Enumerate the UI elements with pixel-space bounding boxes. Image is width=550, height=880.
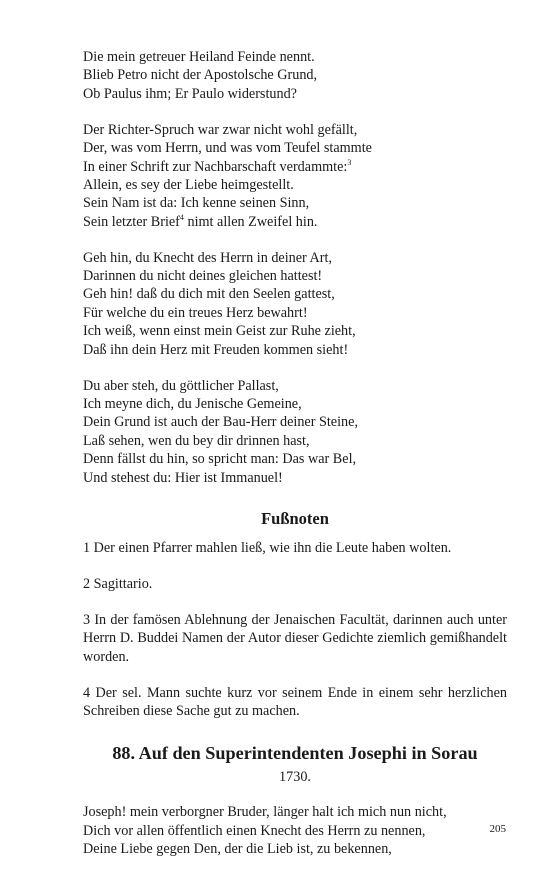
poem-line: Ich weiß, wenn einst mein Geist zur Ruhe zieht, [83,323,356,340]
poem-line [83,158,507,176]
footnotes-heading: Fußnoten [261,509,329,529]
poem-line: Du aber steh, du göttlicher Pallast, [83,377,279,394]
poem-line: Denn fällst du hin, so spricht man: Das war Bel, [83,451,357,468]
footnote-2: 2 Sagittario. [83,575,153,592]
poem-line: Blieb Petro nicht der Apostolsche Grund, [83,67,318,84]
page-number: 205 [489,823,506,835]
poem-line: Laß sehen, wen du bey dir drinnen hast, [83,432,310,449]
stanza-3 [83,249,507,359]
footnote-marker[interactable]: 3 [347,157,352,167]
poem-line: Geh hin, du Knecht des Herrn in deiner Art, [83,249,333,266]
poem-line: Sein Nam ist da: Ich kenne seinen Sinn, [83,195,310,212]
poem-line: Joseph! mein verborgner Bruder, länger halt ich mich nun nicht, [83,804,447,821]
poem-line: Daß ihn dein Herz mit Freuden kommen sieht! [83,341,349,358]
poem-line: Dein Grund ist auch der Bau-Herr deiner Steine, [83,414,358,431]
poem-line: Deine Liebe gegen Den, der die Lieb ist, zu bekennen, [83,841,392,858]
stanza-4 [83,377,507,487]
stanza-new-poem [83,803,507,858]
poem-line: Darinnen du nicht deines gleichen hattest! [83,268,323,285]
poem-line: Und stehest du: Hier ist Immanuel! [83,469,283,486]
footnote-3: 3 In der famösen Ablehnung der Jenaischen Facultät, darinnen auch unter Herrn D. Buddei Namen der Autor dieser Gedichte ziemlich gemißhandelt worden. [83,611,507,665]
poem-line-text-after: nimt allen Zweifel hin. [183,213,318,230]
poem-year: 1730. [279,769,311,786]
poem-line: Für welche du ein treues Herz bewahrt! [83,304,308,321]
poem-line: Die mein getreuer Heiland Feinde nennt. [83,49,315,65]
poem-line: Der, was vom Herrn, und was vom Teufel stammte [83,140,372,157]
poem-line-text: Sein letzter Brief [83,213,180,230]
poem-line: Der Richter-Spruch war zwar nicht wohl gefällt, [83,121,358,138]
page-body [83,48,507,876]
stanza-2 [83,121,507,231]
poem-line: Allein, es sey der Liebe heimgestellt. [83,176,294,193]
footnote-4: 4 Der sel. Mann suchte kurz vor seinem Ende in einem sehr herzlichen Schreiben diese Sache gut zu machen. [83,684,507,719]
footnote-1: 1 Der einen Pfarrer mahlen ließ, wie ihn die Leute haben wolten. [83,540,452,557]
poem-line: Geh hin! daß du dich mit den Seelen gattest, [83,286,335,303]
poem-title: 88. Auf den Superintendenten Josephi in Sorau [112,743,478,764]
poem-line [83,213,507,231]
poem-line-text: In einer Schrift zur Nachbarschaft verdammte: [83,158,348,175]
poem-line: Ob Paulus ihm; Er Paulo widerstund? [83,85,297,102]
footnote-marker[interactable]: 4 [179,212,184,222]
poem-line: Dich vor allen öffentlich einen Knecht des Herrn zu nennen, [83,822,426,839]
stanza-1 [83,48,507,103]
poem-line: Ich meyne dich, du Jenische Gemeine, [83,396,302,412]
